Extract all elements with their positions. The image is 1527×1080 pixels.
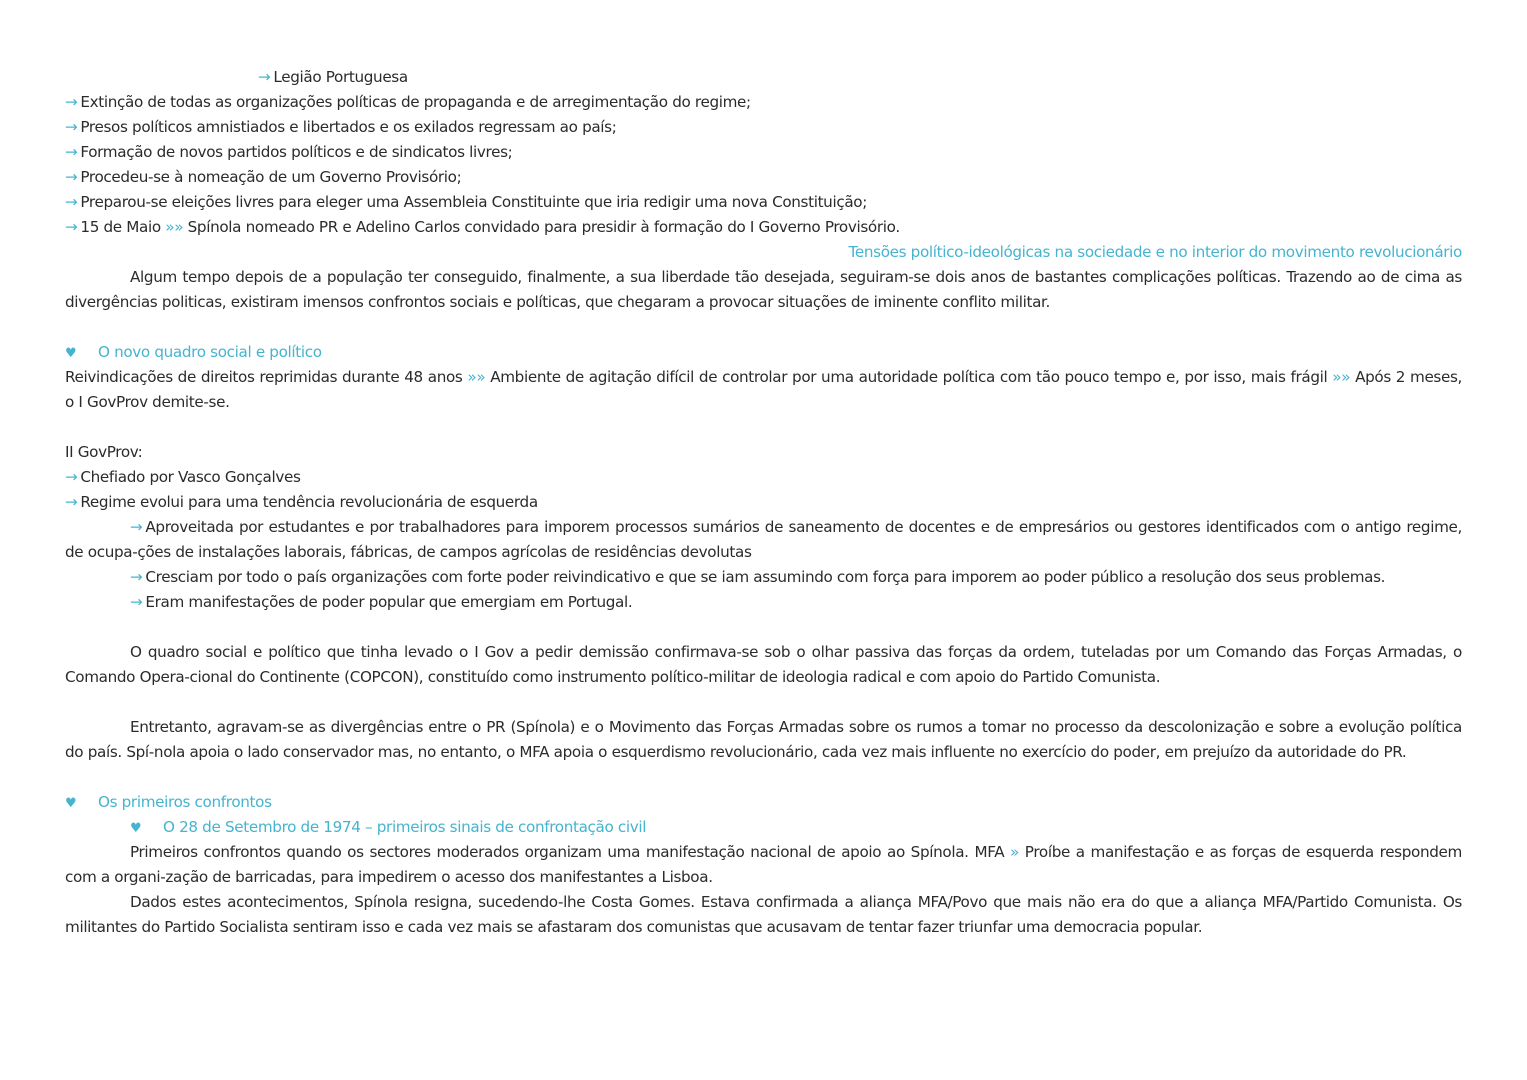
subheading-text: O 28 de Setembro de 1974 – primeiros sinais de confrontação civil — [163, 818, 647, 836]
list-item — [65, 90, 1462, 115]
list-item-text: Procedeu-se à nomeação de um Governo Provisório; — [80, 168, 462, 186]
paragraph-novo-quadro — [65, 365, 1462, 415]
spacer — [65, 615, 1462, 640]
paragraph-text: Reivindicações de direitos reprimidas durante 48 anos — [65, 368, 463, 386]
section-heading-novo-quadro — [65, 340, 1462, 365]
arrow-icon: → — [258, 68, 271, 86]
sub-list-item — [65, 515, 1462, 565]
list-item — [65, 215, 1462, 240]
section-heading-confrontos — [65, 790, 1462, 815]
arrow-icon: → — [130, 518, 143, 536]
paragraph-text: Após 2 meses, o I GovProv demite-se. — [65, 368, 1463, 411]
sub-list-item-text: Eram manifestações de poder popular que emergiam em Portugal. — [145, 593, 633, 611]
list-item — [65, 140, 1462, 165]
list-item — [65, 115, 1462, 140]
list-item-legiao — [65, 65, 1462, 90]
chevron-icon: » — [1010, 843, 1019, 861]
spacer — [65, 415, 1462, 440]
arrow-icon: → — [130, 568, 143, 586]
arrow-icon: → — [130, 593, 143, 611]
document-page — [65, 65, 1462, 940]
paragraph-text: Proíbe a manifestação e as forças de esquerda respondem com a organi-zação de barricadas, para impedirem o acesso dos manifestantes a Lisboa. — [65, 843, 1462, 886]
paragraph-text: Primeiros confrontos quando os sectores moderados organizam uma manifestação nacional de apoio ao Spínola. MFA — [130, 843, 1005, 861]
list-item-date: 15 de Maio — [80, 218, 161, 236]
list-item-text: Chefiado por Vasco Gonçalves — [80, 468, 301, 486]
list-item — [65, 490, 1462, 515]
sub-list-item — [65, 565, 1462, 590]
arrow-icon: → — [65, 493, 78, 511]
arrow-icon: → — [65, 118, 78, 136]
arrow-icon: → — [65, 168, 78, 186]
section-title-tensoes: Tensões político-ideológicas na sociedade e no interior do movimento revolucionário — [848, 243, 1462, 261]
list-item-text: Presos políticos amnistiados e libertados e os exilados regressam ao país; — [80, 118, 617, 136]
spacer — [65, 765, 1462, 790]
list-item — [65, 190, 1462, 215]
chevrons-icon: »» — [1332, 368, 1351, 386]
list-item-text: Extinção de todas as organizações políticas de propaganda e de arregimentação do regime; — [80, 93, 751, 111]
paragraph-confrontos-1 — [65, 840, 1462, 890]
list-item-text: Legião Portuguesa — [273, 68, 408, 86]
heading-text: O novo quadro social e político — [98, 343, 322, 361]
heart-bullet-icon: ♥ — [65, 796, 77, 811]
heading-text: Os primeiros confrontos — [98, 793, 272, 811]
list-item — [65, 165, 1462, 190]
arrow-icon: → — [65, 468, 78, 486]
heart-bullet-icon: ♥ — [65, 346, 77, 361]
sub-list-item — [65, 590, 1462, 615]
paragraph-text: Ambiente de agitação difícil de controlar por uma autoridade política com tão pouco tempo e, por isso, mais frágil — [490, 368, 1328, 386]
label-ii-govprov: II GovProv: — [65, 443, 143, 461]
sub-list-item-text: Cresciam por todo o país organizações com forte poder reivindicativo e que se iam assumindo com força para imporem ao poder público a resolução dos seus problemas. — [145, 568, 1386, 586]
list-item-text: Preparou-se eleições livres para eleger uma Assembleia Constituinte que iria redigir uma nova Constituição; — [80, 193, 867, 211]
arrow-icon: → — [65, 143, 78, 161]
paragraph-copcon: O quadro social e político que tinha levado o I Gov a pedir demissão confirmava-se sob o olhar passiva das forças da ordem, tuteladas por um Comando das Forças Armadas, o Comando Opera-cional do Continente (COPCON), constituído como instrumento político-militar de ideologia radical e com apoio do Partido Comunista. — [65, 643, 1462, 686]
arrow-icon: → — [65, 218, 78, 236]
list-item-text: Spínola nomeado PR e Adelino Carlos convidado para presidir à formação do I Governo Provisório. — [187, 218, 900, 236]
arrow-icon: → — [65, 93, 78, 111]
list-item — [65, 465, 1462, 490]
list-item-text: Formação de novos partidos políticos e de sindicatos livres; — [80, 143, 513, 161]
paragraph-divergencias: Entretanto, agravam-se as divergências entre o PR (Spínola) e o Movimento das Forças Armadas sobre os rumos a tomar no processo da descolonização e sobre a evolução política do país. Spí-nola apoia o lado conservador mas, no entanto, o MFA apoia o esquerdismo revolucionário, cada vez mais influente no exercício do poder, em prejuízo da autoridade do PR. — [65, 718, 1462, 761]
paragraph-confrontos-2: Dados estes acontecimentos, Spínola resigna, sucedendo-lhe Costa Gomes. Estava confirmada a aliança MFA/Povo que mais não era do que a aliança MFA/Partido Comunista. Os militantes do Partido Socialista sentiram isso e cada vez mais se afastaram dos comunistas que acusavam de tentar fazer triunfar uma democracia popular. — [65, 893, 1462, 936]
arrow-icon: → — [65, 193, 78, 211]
list-item-text: Regime evolui para uma tendência revolucionária de esquerda — [80, 493, 538, 511]
heart-bullet-icon: ♥ — [130, 821, 142, 836]
chevrons-icon: »» — [467, 368, 486, 386]
spacer — [65, 315, 1462, 340]
sub-list-item-text: Aproveitada por estudantes e por trabalhadores para imporem processos sumários de saneamento de docentes e de empresários ou gestores identificados com o antigo regime, de ocupa-ções de instalações laborais, fábricas, de campos agrícolas de residências devolutas — [65, 518, 1462, 561]
paragraph-tensoes: Algum tempo depois de a população ter conseguido, finalmente, a sua liberdade tão desejada, seguiram-se dois anos de bastantes complicações políticas. Trazendo ao de cima as divergências politicas, existiram imensos confrontos sociais e políticas, que chegaram a provocar situações de iminente conflito militar. — [65, 268, 1462, 311]
chevrons-icon: »» — [165, 218, 184, 236]
subheading-28-setembro — [65, 815, 1462, 840]
spacer — [65, 690, 1462, 715]
